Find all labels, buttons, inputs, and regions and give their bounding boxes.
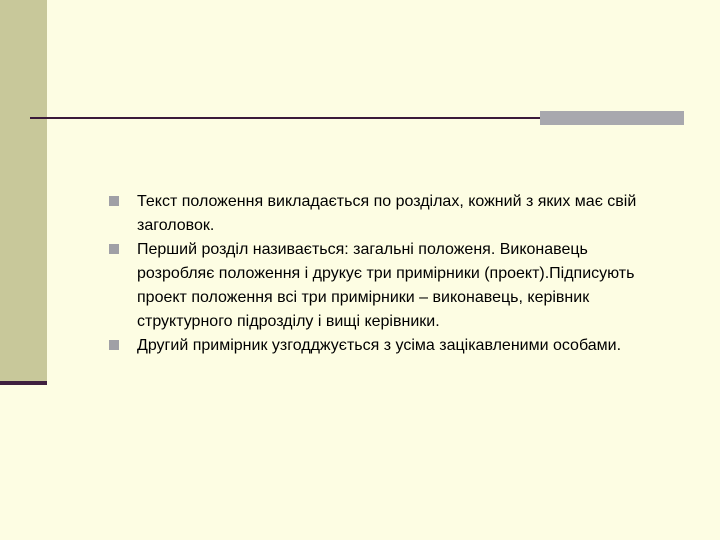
square-bullet-icon <box>109 340 119 350</box>
bullet-list <box>109 190 669 358</box>
bullet-item <box>109 334 669 358</box>
left-side-bar <box>0 0 47 383</box>
bullet-text: Другий примірник узгодджується з усіма зацікавленими особами. <box>137 337 622 354</box>
bullet-item <box>109 238 669 334</box>
bullet-item <box>109 190 669 238</box>
accent-block <box>540 111 684 125</box>
left-side-bar-underline <box>0 381 47 385</box>
bullet-text: Текст положення викладається по розділах, кожний з яких має свій заголовок. <box>137 193 637 234</box>
slide-content <box>109 190 669 358</box>
square-bullet-icon <box>109 244 119 254</box>
square-bullet-icon <box>109 196 119 206</box>
bullet-text: Перший розділ називається: загальні положеня. Виконавець розробляє положення і друкує три примірники (проект).Підписують проект положення всі три примірники – виконавець, керівник структурного підрозділу і вищі керівники. <box>137 241 635 330</box>
